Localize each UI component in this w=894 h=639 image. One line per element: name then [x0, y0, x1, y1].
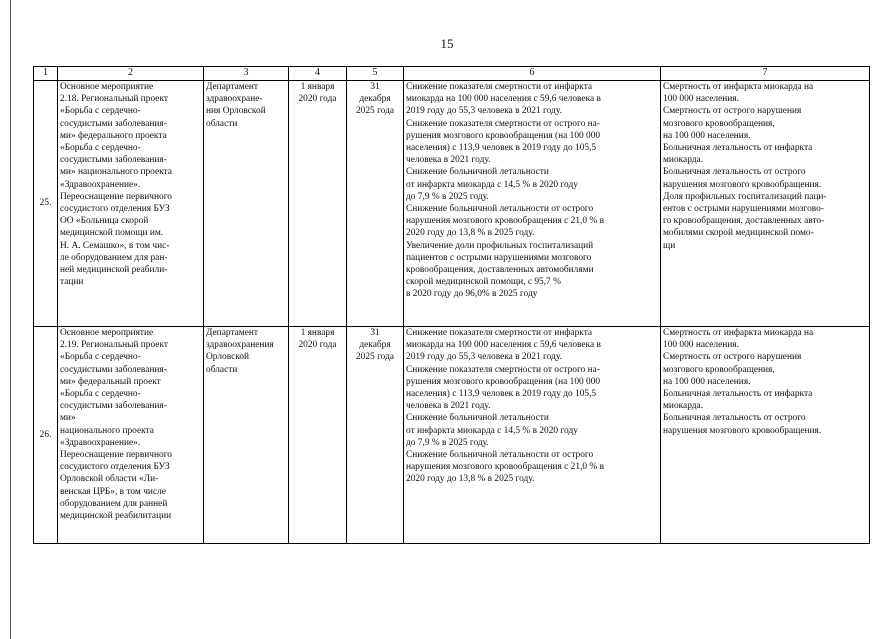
- cell-line: сосудистого отделения БУЗ: [60, 462, 170, 473]
- cell-line: национального проекта: [60, 425, 154, 436]
- cell-line: Департамент: [206, 82, 258, 92]
- cell-line: ния Орловской: [206, 106, 266, 117]
- cell-line: населения) с 113,9 человек в 2019 году до 105,5: [406, 143, 597, 154]
- cell-line: мобилями скорой медицинской помо-: [663, 228, 814, 239]
- cell-line: «Борьба с сердечно-: [60, 352, 141, 363]
- cell-line: населения) с 113,9 человек в 2019 году до 105,5: [406, 389, 597, 400]
- cell-line: оборудованием для ранней: [60, 498, 168, 509]
- table-row: [34, 81, 870, 327]
- cell-line: 2020 году до 13,8 % в 2025 году.: [406, 228, 535, 239]
- cell-line: 2020 году до 13,8 % в 2025 году.: [406, 474, 535, 485]
- end-date-cell: [347, 81, 404, 327]
- cell-line: 2019 году до 55,3 человека в 2021 году.: [406, 106, 562, 117]
- cell-line: Больничная летальность от острого: [663, 413, 806, 424]
- cell-line: го кровообращения, доставленных авто-: [663, 216, 825, 227]
- cell-line: сосудистыми заболевания-: [60, 401, 167, 412]
- start-date-cell: [289, 327, 347, 544]
- end-date-cell: [347, 327, 404, 544]
- event-cell: [58, 81, 204, 327]
- header-cell: 1: [34, 67, 58, 81]
- executor-cell: [204, 327, 289, 544]
- cell-line: ми» национального проекта: [60, 167, 172, 178]
- cell-line: Снижение больничной летальности: [406, 413, 549, 424]
- event-cell: [58, 327, 204, 544]
- cell-line: нарушения мозгового кровообращения с 21,0 % в: [406, 216, 605, 227]
- cell-line: на 100 000 населения.: [663, 130, 751, 141]
- cell-line: Основное мероприятие: [60, 82, 154, 92]
- cell-line: Основное мероприятие: [60, 328, 154, 338]
- cell-line: 2.18. Региональный проект: [60, 94, 168, 105]
- cell-line: «Борьба с сердечно-: [60, 389, 141, 400]
- measures-table: [33, 66, 870, 544]
- cell-line: 2020 года: [298, 94, 337, 105]
- cell-line: Смертность от острого нарушения: [663, 106, 802, 117]
- cell-line: сосудистыми заболевания-: [60, 155, 167, 166]
- cell-line: «Здравоохранение».: [60, 437, 141, 448]
- cell-line: кровообращения, доставленных автомобилями: [406, 265, 594, 276]
- cell-line: человека в 2021 году.: [406, 155, 491, 166]
- header-cell: 2: [58, 67, 204, 81]
- cell-line: Доля профильных госпитализаций паци-: [663, 191, 827, 202]
- cell-line: декабря: [359, 94, 391, 105]
- indicators-cell: [661, 81, 870, 327]
- cell-line: Департамент: [206, 328, 258, 338]
- cell-line: Больничная летальность от инфаркта: [663, 143, 813, 154]
- cell-line: ней медицинской реабили-: [60, 265, 168, 276]
- table-row: [34, 327, 870, 544]
- row-number: 25.: [34, 81, 58, 327]
- cell-line: Снижение показателя смертности от острого на-: [406, 118, 600, 129]
- header-cell: 3: [204, 67, 289, 81]
- cell-line: венская ЦРБ», в том числе: [60, 486, 166, 497]
- cell-line: ентов с острыми нарушениями мозгово-: [663, 204, 824, 215]
- cell-line: ми»: [60, 413, 76, 424]
- cell-line: скорой медицинской помощи, с 95,7 %: [406, 277, 561, 288]
- cell-line: здравоохранения Орловской: [206, 340, 274, 363]
- cell-line: Больничная летальность от инфаркта: [663, 389, 813, 400]
- cell-line: рушения мозгового кровообращения (на 100 000: [406, 130, 601, 141]
- cell-line: Снижение показателя смертности от инфаркта: [406, 82, 593, 92]
- page-number: 15: [440, 36, 454, 51]
- cell-line: сосудистыми заболевания-: [60, 118, 167, 129]
- cell-line: 31: [370, 82, 380, 92]
- cell-line: сосудистыми заболевания-: [60, 364, 167, 375]
- cell-line: пациентов с острыми нарушениями мозгового: [406, 252, 592, 263]
- cell-line: Переоснащение первичного: [60, 191, 172, 202]
- cell-line: миокарда.: [663, 401, 704, 412]
- cell-line: человека в 2021 году.: [406, 401, 491, 412]
- cell-line: 2020 года: [298, 340, 337, 351]
- cell-line: «Борьба с сердечно-: [60, 106, 141, 117]
- cell-line: щи: [663, 240, 676, 251]
- cell-line: 2.19. Региональный проект: [60, 340, 168, 351]
- cell-line: до 7,9 % в 2025 году.: [406, 191, 489, 202]
- cell-line: в 2020 году до 96,0% в 2025 году: [406, 289, 538, 300]
- cell-line: Н. А. Семашко», в том чис-: [60, 240, 170, 251]
- cell-line: сосудистого отделения БУЗ: [60, 204, 170, 215]
- cell-line: миокарда на 100 000 населения с 59,6 человека в: [406, 94, 601, 105]
- cell-line: миокарда.: [663, 155, 704, 166]
- cell-line: мозгового кровообращения,: [663, 118, 775, 129]
- start-date-cell: [289, 81, 347, 327]
- cell-line: Снижение больничной летальности от острого: [406, 204, 594, 215]
- cell-line: нарушения мозгового кровообращения.: [663, 425, 822, 436]
- header-cell: 4: [289, 67, 347, 81]
- cell-line: Смертность от острого нарушения: [663, 352, 802, 363]
- cell-line: медицинской реабилитации: [60, 511, 172, 522]
- cell-line: области: [206, 364, 238, 375]
- cell-line: Снижение больничной летальности от острого: [406, 450, 594, 461]
- cell-line: нарушения мозгового кровообращения.: [663, 179, 822, 190]
- cell-line: Смертность от инфаркта миокарда на: [663, 328, 814, 338]
- cell-line: ми» федерального проекта: [60, 130, 167, 141]
- cell-line: Смертность от инфаркта миокарда на: [663, 82, 814, 92]
- cell-line: ле оборудованием для ран-: [60, 252, 168, 263]
- cell-line: Увеличение доли профильных госпитализаций: [406, 240, 594, 251]
- cell-line: 100 000 населения.: [663, 340, 739, 351]
- cell-line: от инфаркта миокарда с 14,5 % в 2020 году: [406, 179, 578, 190]
- results-cell: [404, 81, 661, 327]
- cell-line: здравоохране-: [206, 94, 263, 105]
- header-cell: 7: [661, 67, 870, 81]
- cell-line: мозгового кровообращения,: [663, 364, 775, 375]
- cell-line: Переоснащение первичного: [60, 450, 172, 461]
- cell-line: 2025 года: [355, 106, 395, 117]
- cell-line: Снижение показателя смертности от инфаркта: [406, 328, 593, 338]
- header-cell: 5: [347, 67, 404, 81]
- cell-line: области: [206, 118, 238, 129]
- cell-line: 31: [370, 328, 380, 338]
- cell-line: на 100 000 населения.: [663, 376, 751, 387]
- cell-line: 100 000 населения.: [663, 94, 739, 105]
- cell-line: «Здравоохранение».: [60, 179, 141, 190]
- cell-line: Орловской области «Ли-: [60, 474, 159, 485]
- results-cell: [404, 327, 661, 544]
- cell-line: до 7,9 % в 2025 году.: [406, 437, 489, 448]
- cell-line: 2025 года: [355, 352, 395, 363]
- header-cell: 6: [404, 67, 661, 81]
- cell-line: 1 января: [300, 328, 335, 338]
- cell-line: тации: [60, 277, 84, 288]
- cell-line: Снижение больничной летальности: [406, 167, 549, 178]
- cell-line: нарушения мозгового кровообращения с 21,0 % в: [406, 462, 605, 473]
- cell-line: рушения мозгового кровообращения (на 100 000: [406, 376, 601, 387]
- cell-line: 1 января: [300, 82, 335, 92]
- cell-line: медицинской помощи им.: [60, 228, 164, 239]
- indicators-cell: [661, 327, 870, 544]
- cell-line: 2019 году до 55,3 человека в 2021 году.: [406, 352, 562, 363]
- cell-line: Снижение показателя смертности от острого на-: [406, 364, 600, 375]
- executor-cell: [204, 81, 289, 327]
- cell-line: ми» федеральный проект: [60, 376, 161, 387]
- table-header-row: [34, 67, 870, 81]
- cell-line: ОО «Больница скорой: [60, 216, 149, 227]
- cell-line: Больничная летальность от острого: [663, 167, 806, 178]
- binding-line: [10, 0, 11, 639]
- cell-line: декабря: [359, 340, 391, 351]
- cell-line: «Борьба с сердечно-: [60, 143, 141, 154]
- cell-line: от инфаркта миокарда с 14,5 % в 2020 году: [406, 425, 578, 436]
- row-number: 26.: [34, 327, 58, 544]
- cell-line: миокарда на 100 000 населения с 59,6 человека в: [406, 340, 601, 351]
